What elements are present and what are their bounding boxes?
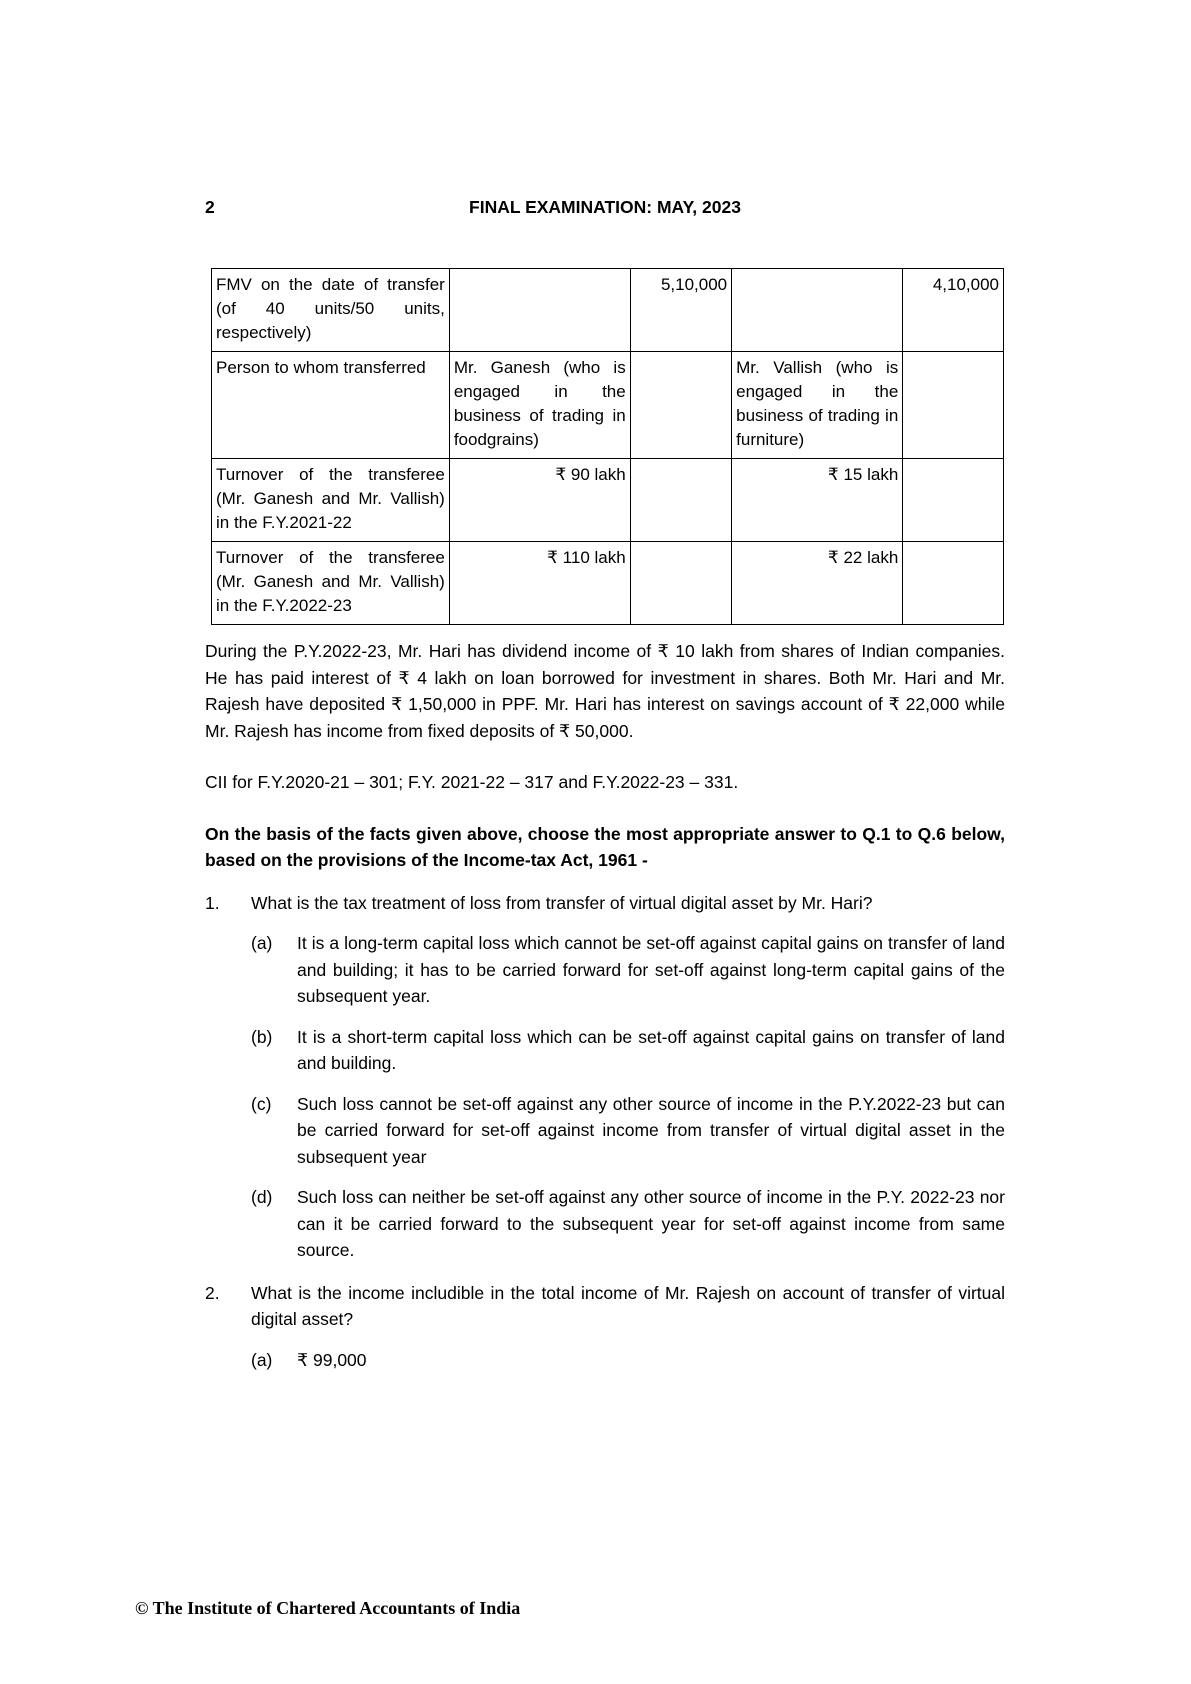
question-1 [205,890,1005,917]
amount-cell [630,352,731,459]
option-marker: (b) [251,1026,273,1047]
question-text: What is the tax treatment of loss from transfer of virtual digital asset by Mr. Hari? [251,892,873,913]
page-number: 2 [205,197,215,217]
vallish-cell: Mr. Vallish (who is engaged in the business of trading in furniture) [732,352,903,459]
question-1-option-b [251,1024,1005,1077]
amount-cell: 4,10,000 [903,269,1004,352]
row-label-cell: Turnover of the transferee (Mr. Ganesh and Mr. Vallish) in the F.Y.2021-22 [212,459,450,542]
question-number: 2. [205,1282,220,1303]
table-row [212,269,1004,352]
ganesh-cell: ₹ 90 lakh [449,459,630,542]
amount-cell [630,459,731,542]
amount-cell [903,542,1004,625]
ganesh-cell: Mr. Ganesh (who is engaged in the business of trading in foodgrains) [449,352,630,459]
question-1-option-a [251,930,1005,1010]
option-marker: (a) [251,1349,273,1370]
ganesh-cell: ₹ 110 lakh [449,542,630,625]
option-text: It is a short-term capital loss which can be set-off against capital gains on transfer of land and building. [297,1026,1005,1073]
option-marker: (a) [251,933,273,953]
option-text: Such loss cannot be set-off against any other source of income in the P.Y.2022-23 but can be carried forward for set-off against income from transfer of virtual digital asset in the subsequent year [297,1093,1005,1167]
option-text: Such loss can neither be set-off against any other source of income in the P.Y. 2022-23 nor can it be carried forward to the subsequent year for set-off against income from same source. [297,1187,1005,1260]
amount-cell [903,352,1004,459]
instruction-paragraph: On the basis of the facts given above, choose the most appropriate answer to Q.1 to Q.6 below, based on the provisions of the Income-tax Act, 1961 - [205,823,1005,870]
fact-table [211,268,1004,625]
question-text: What is the income includible in the total income of Mr. Rajesh on account of transfer of virtual digital asset? [251,1282,1005,1329]
copyright-footer: © The Institute of Chartered Accountants of India [135,1598,521,1618]
vallish-cell: ₹ 15 lakh [732,459,903,542]
page-content [205,197,1005,1373]
table-row [212,542,1004,625]
row-label-cell: Person to whom transferred [212,352,450,459]
option-marker: (c) [251,1093,272,1114]
row-label-cell: FMV on the date of transfer (of 40 units/50 units, respectively) [212,269,450,352]
option-text: It is a long-term capital loss which cannot be set-off against capital gains on transfer of land and building; it has to be carried forward for set-off against long-term capital gains of the subsequent year. [297,933,1005,1006]
question-number: 1. [205,892,220,913]
question-1-option-c [251,1091,1005,1171]
question-1-option-d [251,1184,1005,1264]
ganesh-cell [449,269,630,352]
row-label-cell: Turnover of the transferee (Mr. Ganesh and Mr. Vallish) in the F.Y.2022-23 [212,542,450,625]
amount-cell: 5,10,000 [630,269,731,352]
question-2-option-a [251,1347,1005,1374]
amount-cell [903,459,1004,542]
facts-paragraph: During the P.Y.2022-23, Mr. Hari has dividend income of ₹ 10 lakh from shares of Indian companies. He has paid interest of ₹ 4 lakh on loan borrowed for investment in shares. Both Mr. Hari and Mr. Rajesh have deposited ₹ 1,50,000 in PPF. Mr. Hari has interest on savings account of ₹ 22,000 while Mr. Rajesh has income from fixed deposits of ₹ 50,000. [205,641,1005,741]
option-marker: (d) [251,1187,273,1207]
page-header [205,197,1005,218]
table-row [212,459,1004,542]
vallish-cell [732,269,903,352]
vallish-cell: ₹ 22 lakh [732,542,903,625]
cii-paragraph: CII for F.Y.2020-21 – 301; F.Y. 2021-22 – 317 and F.Y.2022-23 – 331. [205,772,739,792]
option-text: ₹ 99,000 [297,1349,367,1370]
question-2 [205,1280,1005,1333]
amount-cell [630,542,731,625]
table-row [212,352,1004,459]
page-title: FINAL EXAMINATION: MAY, 2023 [469,197,741,217]
